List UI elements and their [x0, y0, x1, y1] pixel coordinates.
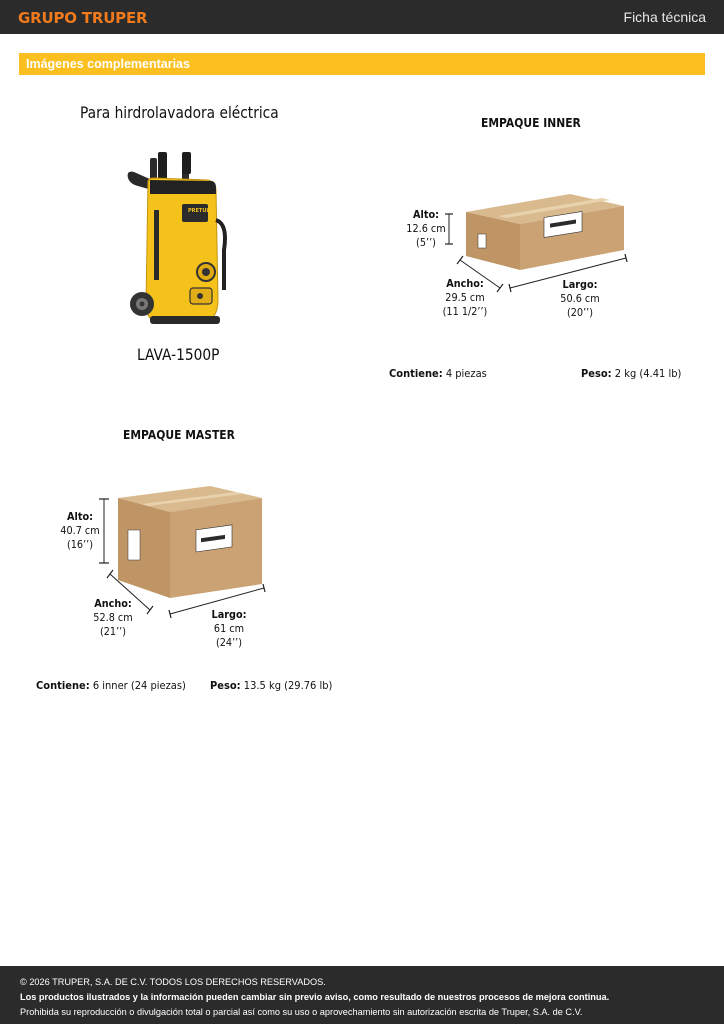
master-contents-value: 6 inner (24 piezas)	[92, 679, 186, 692]
inner-alto-cm: 12.6 cm	[406, 222, 446, 235]
master-package-title: EMPAQUE MASTER	[123, 427, 235, 442]
inner-ancho-label: Ancho:	[446, 277, 484, 290]
product-brand-label: PRETUL	[188, 208, 210, 214]
inner-package-title: EMPAQUE INNER	[481, 115, 581, 130]
master-ancho-in: (21’’)	[99, 625, 127, 638]
footer-notice: Los productos ilustrados y la información pueden cambiar sin previo aviso, como resultado de nuestros procesos de mejora continua.	[20, 992, 610, 1002]
inner-weight-label: Peso:	[581, 367, 612, 380]
master-contents	[36, 679, 186, 692]
inner-ancho-cm: 29.5 cm	[445, 291, 485, 304]
master-alto-in: (16’’)	[66, 538, 94, 551]
master-ancho-label: Ancho:	[94, 597, 132, 610]
master-largo-dimension	[202, 608, 257, 650]
inner-ancho-dimension	[434, 277, 496, 319]
pressure-washer-image	[120, 150, 240, 330]
page-footer	[0, 966, 724, 1024]
master-largo-cm: 61 cm	[213, 622, 245, 635]
master-weight	[210, 679, 332, 692]
footer-copyright: © 2026 TRUPER, S.A. DE C.V. TODOS LOS DERECHOS RESERVADOS.	[20, 977, 326, 987]
inner-weight	[581, 367, 681, 380]
product-model: LAVA-1500P	[137, 345, 220, 364]
master-ancho-cm: 52.8 cm	[93, 611, 133, 624]
inner-alto-label: Alto:	[413, 208, 439, 221]
inner-weight-value: 2 kg (4.41 lb)	[614, 367, 682, 380]
master-alto-dimension	[55, 510, 104, 552]
master-largo-in: (24’’)	[215, 636, 243, 649]
inner-largo-dimension	[550, 278, 610, 320]
footer-prohibition: Prohibida su reproducción o divulgación total o parcial así como su uso o aprovechamiento sin autorización escrita de Truper, S.A. de C.V.	[20, 1007, 583, 1017]
inner-largo-in: (20’’)	[566, 306, 594, 319]
inner-largo-cm: 50.6 cm	[560, 292, 600, 305]
master-ancho-dimension	[86, 597, 141, 639]
master-largo-label: Largo:	[211, 608, 247, 621]
master-alto-cm: 40.7 cm	[60, 524, 100, 537]
inner-contents	[389, 367, 487, 380]
master-weight-value: 13.5 kg (29.76 lb)	[243, 679, 333, 692]
inner-contents-label: Contiene:	[389, 367, 443, 380]
top-header-bar	[0, 0, 724, 34]
inner-ancho-in: (11 1/2’’)	[442, 305, 488, 318]
inner-alto-dimension	[401, 208, 450, 250]
master-contents-label: Contiene:	[36, 679, 90, 692]
brand-logo: GRUPO TRUPER	[18, 9, 148, 27]
section-header-bar	[19, 53, 705, 75]
document-type-label: Ficha técnica	[623, 9, 706, 25]
inner-contents-value: 4 piezas	[445, 367, 487, 380]
master-weight-label: Peso:	[210, 679, 241, 692]
product-heading: Para hirdrolavadora eléctrica	[80, 103, 279, 122]
master-alto-label: Alto:	[67, 510, 93, 523]
inner-largo-label: Largo:	[562, 278, 598, 291]
section-title: Imágenes complementarias	[26, 57, 190, 71]
inner-alto-in: (5’’)	[416, 236, 436, 249]
